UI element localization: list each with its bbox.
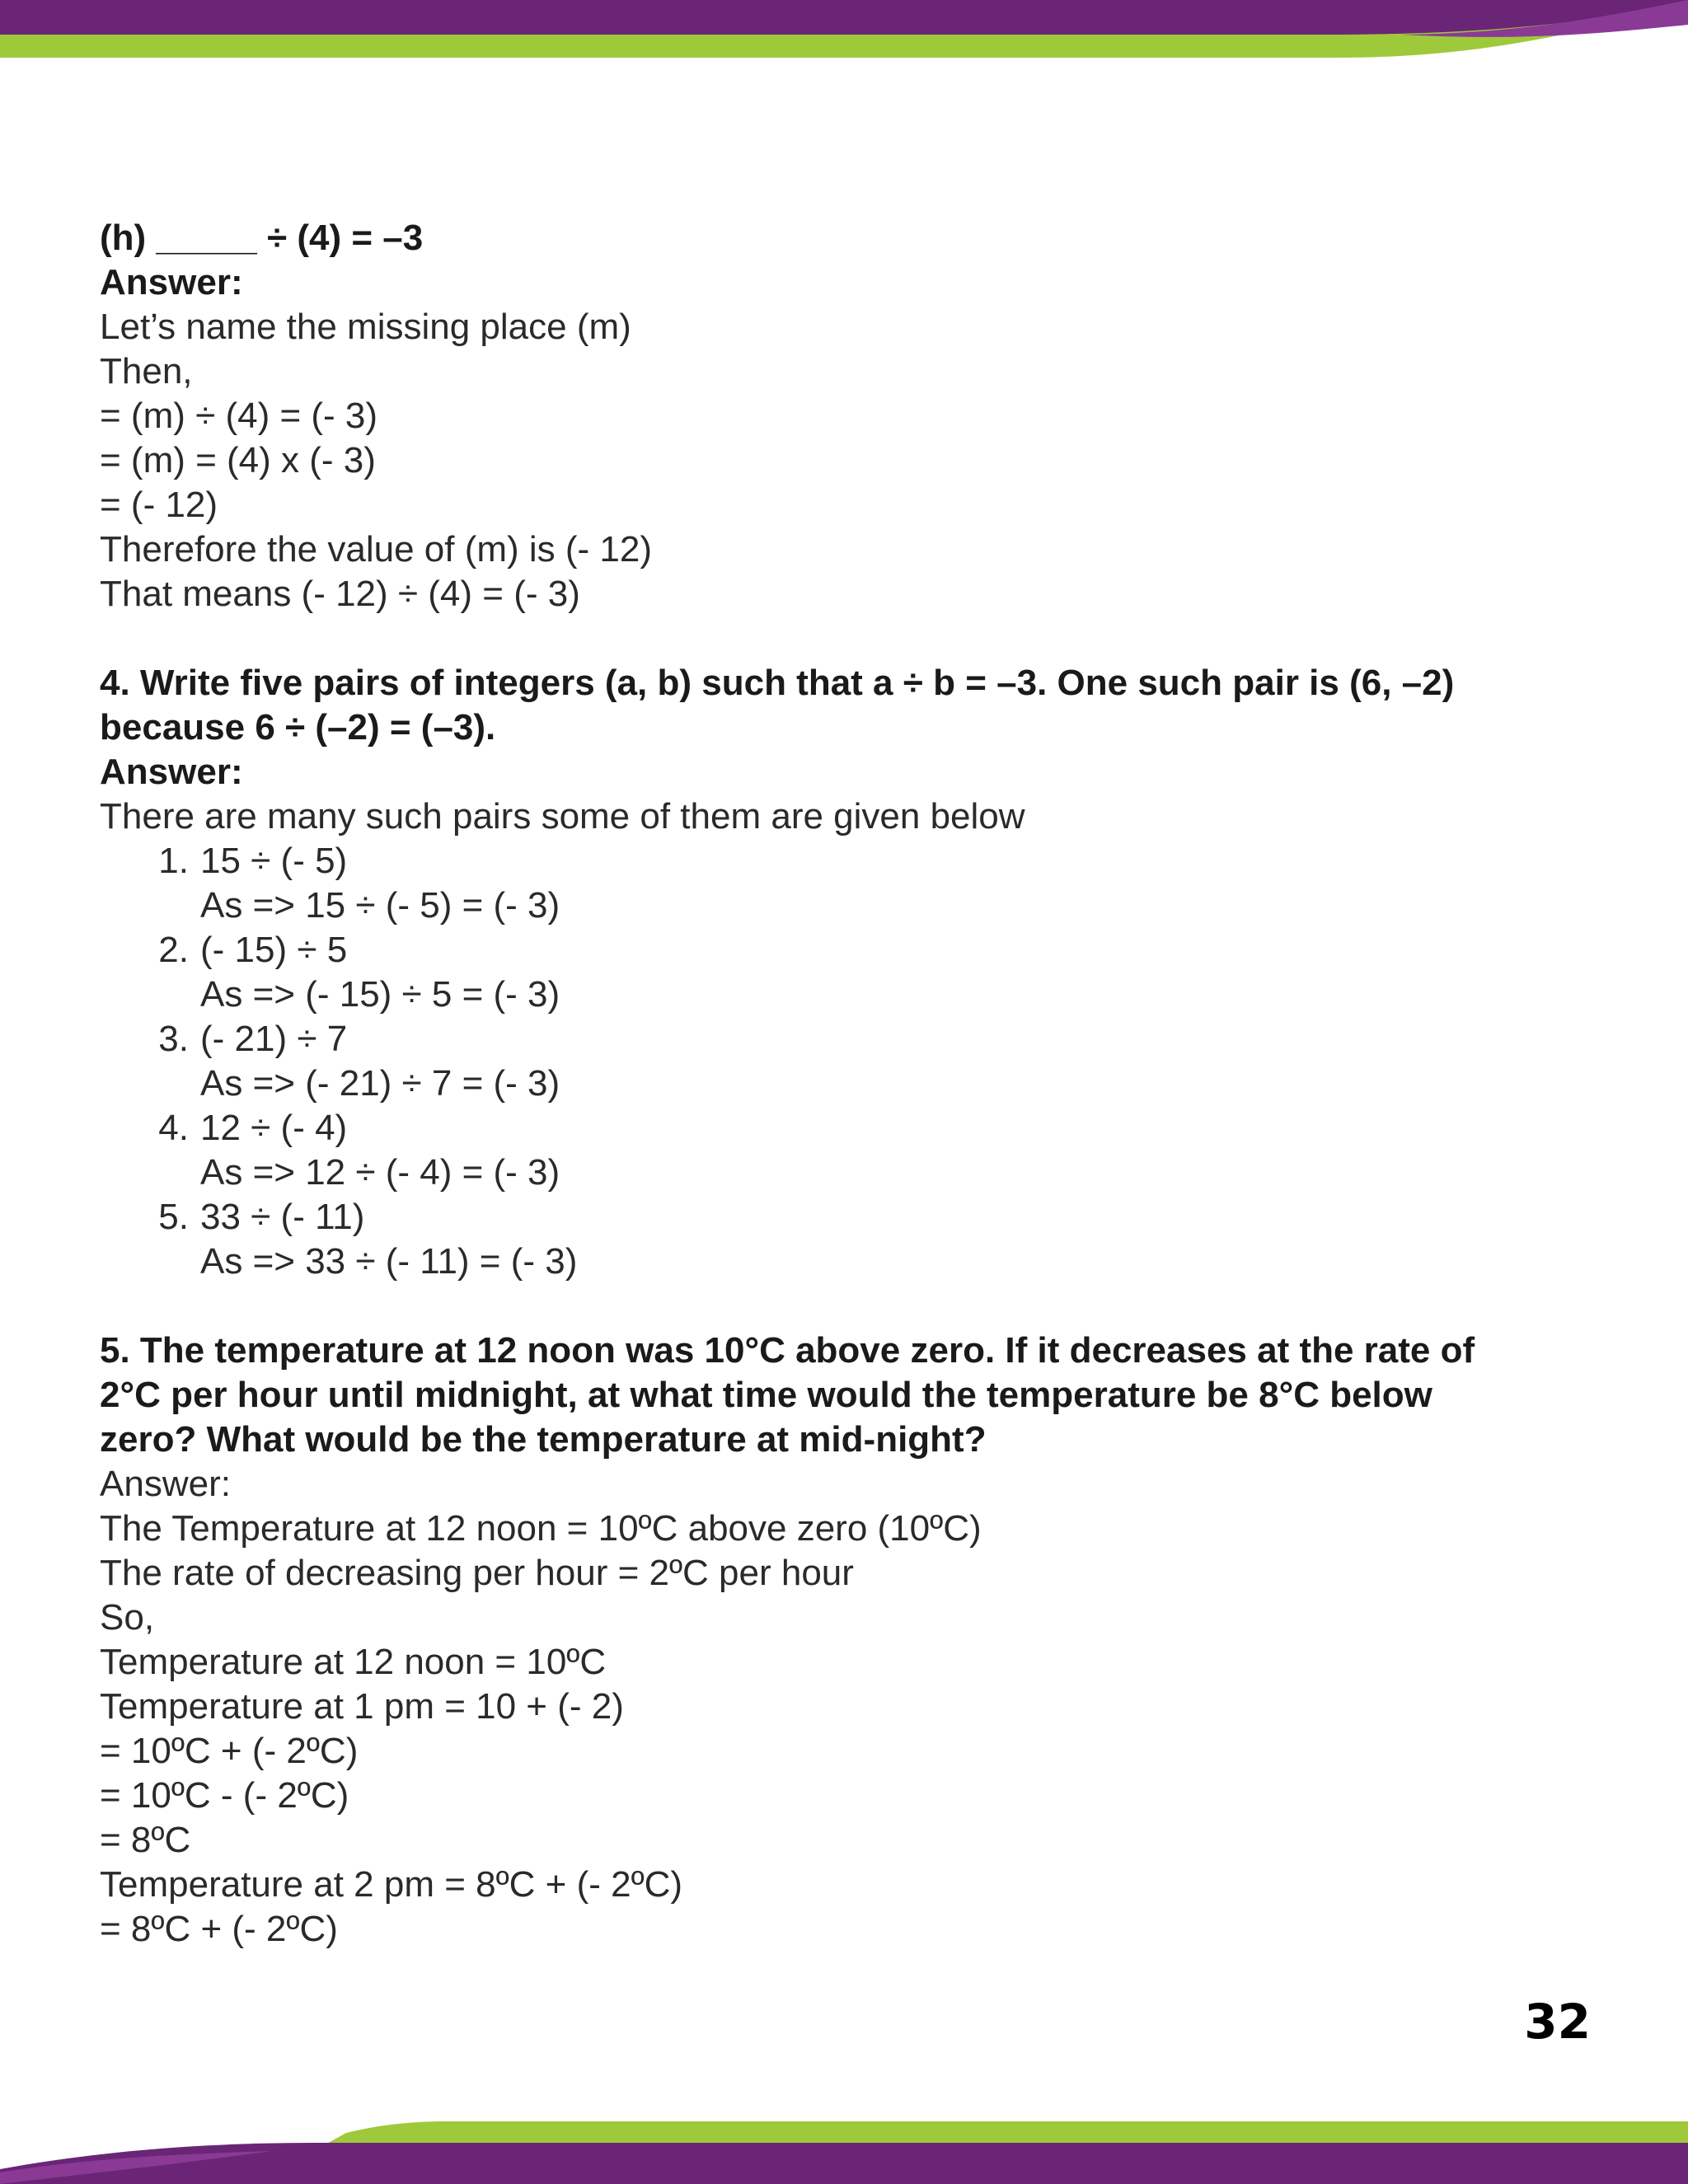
answer-line: That means (- 12) ÷ (4) = (- 3)	[100, 574, 580, 614]
list-expression: (- 21) ÷ 7	[200, 1019, 348, 1059]
list-item	[100, 1195, 1608, 1240]
answer-line: Temperature at 12 noon = 10ºC	[100, 1642, 607, 1682]
section-gap	[100, 1284, 1608, 1329]
question-4-line-1: 4. Write five pairs of integers (a, b) such that a ÷ b = –3. One such pair is (6, –2)	[100, 663, 1455, 703]
question-h: (h) _____ ÷ (4) = –3	[100, 218, 424, 258]
list-check: As => (- 15) ÷ 5 = (- 3)	[200, 974, 560, 1015]
top-decorative-band	[0, 0, 1688, 66]
list-number: 2.	[158, 930, 189, 970]
answer-line: The rate of decreasing per hour = 2ºC per hour	[100, 1553, 854, 1593]
list-expression: (- 15) ÷ 5	[200, 930, 348, 970]
list-number: 3.	[158, 1019, 189, 1059]
answer-line: Then,	[100, 351, 193, 391]
list-number: 5.	[158, 1197, 189, 1237]
top-band-purple	[0, 0, 1688, 35]
question-5-line-3: zero? What would be the temperature at mid-night?	[100, 1419, 987, 1460]
page-number: 32	[1524, 1994, 1591, 2050]
answer-line: The Temperature at 12 noon = 10ºC above zero (10ºC)	[100, 1508, 982, 1549]
answer-label-4: Answer:	[100, 752, 243, 792]
answer-line: Temperature at 2 pm = 8ºC + (- 2ºC)	[100, 1864, 683, 1905]
list-item	[100, 1106, 1608, 1151]
list-check: As => 15 ÷ (- 5) = (- 3)	[200, 885, 560, 926]
answer-label-5: Answer:	[100, 1464, 231, 1504]
list-number: 4.	[158, 1108, 189, 1148]
answer-line: Therefore the value of (m) is (- 12)	[100, 529, 653, 569]
list-check: As => 33 ÷ (- 11) = (- 3)	[200, 1241, 578, 1282]
answer-intro-4: There are many such pairs some of them are given below	[100, 796, 1025, 837]
list-expression: 12 ÷ (- 4)	[200, 1108, 348, 1148]
answer-line: = 8ºC + (- 2ºC)	[100, 1909, 338, 1949]
list-item	[100, 839, 1608, 883]
section-gap	[100, 616, 1608, 661]
answer-line: So,	[100, 1597, 155, 1638]
question-5-line-2: 2°C per hour until midnight, at what time would the temperature be 8°C below	[100, 1375, 1432, 1415]
bottom-band-graphic	[0, 2118, 1688, 2184]
list-number: 1.	[158, 841, 189, 881]
answer-line: = 10ºC - (- 2ºC)	[100, 1775, 349, 1816]
answer-line: = 8ºC	[100, 1820, 191, 1860]
list-expression: 15 ÷ (- 5)	[200, 841, 348, 881]
list-item	[100, 928, 1608, 972]
page-content	[100, 216, 1608, 1952]
question-4-line-2: because 6 ÷ (–2) = (–3).	[100, 707, 496, 748]
answer-line: = (m) = (4) x (- 3)	[100, 440, 376, 480]
list-expression: 33 ÷ (- 11)	[200, 1197, 365, 1237]
answer-line: = 10ºC + (- 2ºC)	[100, 1731, 359, 1771]
answer-line: Temperature at 1 pm = 10 + (- 2)	[100, 1686, 624, 1727]
top-band-graphic	[0, 0, 1688, 66]
bottom-band-purple	[0, 2143, 1688, 2184]
answer-line: = (- 12)	[100, 485, 218, 525]
answer-label-h: Answer:	[100, 262, 243, 302]
pairs-list	[100, 839, 1608, 1284]
answer-line: = (m) ÷ (4) = (- 3)	[100, 396, 378, 436]
question-5-line-1: 5. The temperature at 12 noon was 10°C above zero. If it decreases at the rate of	[100, 1330, 1475, 1371]
list-item	[100, 1017, 1608, 1062]
answer-line: Let’s name the missing place (m)	[100, 307, 631, 347]
list-check: As => (- 21) ÷ 7 = (- 3)	[200, 1063, 560, 1104]
list-check: As => 12 ÷ (- 4) = (- 3)	[200, 1152, 560, 1193]
bottom-decorative-band	[0, 2118, 1688, 2184]
